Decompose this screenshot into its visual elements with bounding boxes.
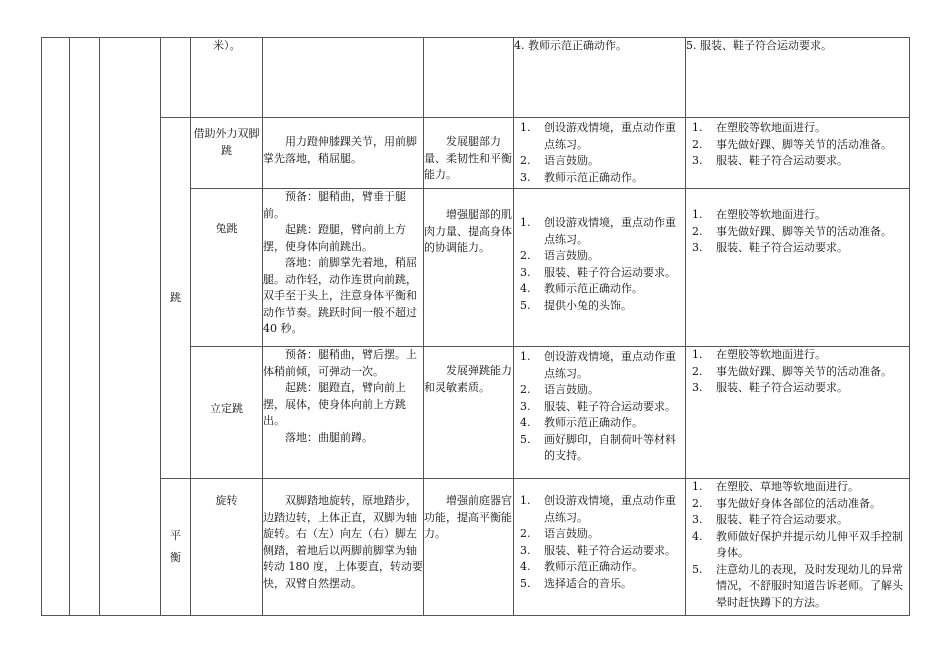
activity-method — [263, 347, 424, 479]
list-item: 3. 服装、鞋子符合运动要求。 — [692, 241, 848, 254]
list-item: 1. 创设游戏情境，重点动作重点练习。 — [520, 121, 676, 151]
activity-guidance — [514, 189, 686, 347]
table-row — [42, 38, 910, 118]
list-item: 3. 服装、鞋子符合运动要求。 — [692, 381, 848, 394]
activity-notes — [686, 118, 910, 189]
list-item: 1. 创设游戏情境，重点动作重点练习。 — [520, 494, 676, 524]
list-item: 1. 在塑胶等软地面进行。 — [692, 208, 826, 221]
activity-goal — [424, 118, 514, 189]
method-line: 起跳：蹬腿，臂向前上方摆，使身体向前跳出。 — [263, 223, 406, 253]
activity-goal — [424, 479, 514, 616]
activity-name: 旋转 — [191, 479, 263, 616]
table-row — [42, 479, 910, 616]
activity-method — [263, 118, 424, 189]
activity-goal — [424, 347, 514, 479]
list-item: 5. 提供小兔的头饰。 — [520, 298, 632, 312]
list-item: 2. 语言鼓励。 — [520, 154, 599, 167]
method-line: 用力蹬伸膝踝关节，用前脚掌先落地，稍屈腿。 — [263, 135, 417, 165]
activity-method — [263, 479, 424, 616]
list-item: 3. 服装、鞋子符合运动要求。 — [520, 265, 676, 279]
goal-text: 增强腿部的肌肉力量、提高身体的协调能力。 — [424, 208, 512, 254]
category-balance: 平衡 — [161, 479, 191, 616]
activity-notes — [686, 189, 910, 347]
list-item: 2. 语言鼓励。 — [520, 249, 599, 262]
table-row — [42, 118, 910, 189]
method-continuation: 米）。 — [191, 38, 263, 118]
list-item: 4. 教师示范正确动作。 — [520, 416, 643, 429]
category-jump: 跳 — [161, 118, 191, 479]
activity-name: 借助外力双脚跳 — [191, 118, 263, 189]
list-item: 4. 教师示范正确动作。 — [520, 560, 643, 573]
guide-continuation: 4. 教师示范正确动作。 — [514, 38, 686, 118]
method-line: 预备：腿稍曲，臂后摆。上体稍前倾，可弹动一次。 — [263, 348, 417, 378]
list-item: 1. 在塑胶、草地等软地面进行。 — [692, 480, 859, 493]
activity-method — [263, 189, 424, 347]
list-item: 2. 语言鼓励。 — [520, 383, 599, 396]
blank-cell — [70, 38, 100, 616]
note-continuation: 5. 服装、鞋子符合运动要求。 — [686, 38, 910, 118]
activity-notes — [686, 479, 910, 616]
method-line: 预备：腿稍曲，臂垂于腿前。 — [263, 190, 406, 220]
activity-guidance — [514, 347, 686, 479]
list-item: 3. 教师示范正确动作。 — [520, 170, 643, 184]
method-line: 双脚踏地旋转，原地踏步，边踏边转，上体正直，双脚为轴旋转。右（左）向左（右）脚左侧踏，着地后以两脚前脚掌为轴转动 180 度，上体要直，转动要快，双臂自然摆动。 — [263, 494, 423, 590]
method-line: 起跳：腿蹬直，臂向前上摆，展体，使身体向前上方跳出。 — [263, 381, 406, 427]
list-item: 5. 选择适合的音乐。 — [520, 576, 632, 590]
activity-name: 立定跳 — [191, 347, 263, 479]
list-item: 2. 事先做好踝、脚等关节的活动准备。 — [692, 137, 892, 151]
list-item: 3. 服装、鞋子符合运动要求。 — [520, 543, 676, 557]
activity-goal — [424, 189, 514, 347]
goal-text: 发展弹跳能力和灵敏素质。 — [424, 364, 512, 394]
blank-cell — [100, 38, 161, 616]
list-item: 1. 在塑胶等软地面进行。 — [692, 348, 826, 361]
blank-cell — [424, 38, 514, 118]
method-line: 落地：前脚掌先着地，稍屈腿。动作轻，动作连贯向前跳，双手至于头上，注意身体平衡和动作节奏。跳跃时间一般不超过 40 秒。 — [263, 256, 417, 335]
activity-notes — [686, 347, 910, 479]
activity-guidance — [514, 118, 686, 189]
list-item: 5. 画好脚印，自制荷叶等材料的支持。 — [520, 432, 676, 462]
list-item: 1. 创设游戏情境，重点动作重点练习。 — [520, 350, 676, 380]
blank-cell — [263, 38, 424, 118]
list-item: 2. 语言鼓励。 — [520, 527, 599, 540]
list-item: 3. 服装、鞋子符合运动要求。 — [692, 513, 848, 526]
blank-cell — [42, 38, 70, 616]
list-item: 4. 教师示范正确动作。 — [520, 282, 643, 295]
goal-text: 发展腿部力量、柔韧性和平衡能力。 — [424, 135, 512, 181]
list-item: 1. 在塑胶等软地面进行。 — [692, 121, 826, 134]
list-item: 2. 事先做好踝、脚等关节的活动准备。 — [692, 364, 892, 378]
list-item: 1. 创设游戏情境，重点动作重点练习。 — [520, 216, 676, 246]
goal-text: 增强前庭器官功能，提高平衡能力。 — [424, 494, 512, 540]
method-line: 落地：曲腿前蹲。 — [285, 430, 373, 444]
activity-guidance — [514, 479, 686, 616]
list-item: 4. 教师做好保护并提示幼儿伸平双手控制身体。 — [692, 529, 903, 559]
activity-name: 兔跳 — [191, 189, 263, 347]
activity-table — [41, 37, 910, 616]
blank-cell — [161, 38, 191, 118]
list-item: 2. 事先做好踝、脚等关节的活动准备。 — [692, 224, 892, 238]
list-item: 2. 事先做好身体各部位的活动准备。 — [692, 496, 881, 510]
list-item: 3. 服装、鞋子符合运动要求。 — [692, 154, 848, 167]
list-item: 3. 服装、鞋子符合运动要求。 — [520, 399, 676, 413]
list-item: 5. 注意幼儿的表现，及时发现幼儿的异常情况，不舒服时知道告诉老师。了解头晕时赶快蹲下的方法。 — [692, 562, 903, 609]
